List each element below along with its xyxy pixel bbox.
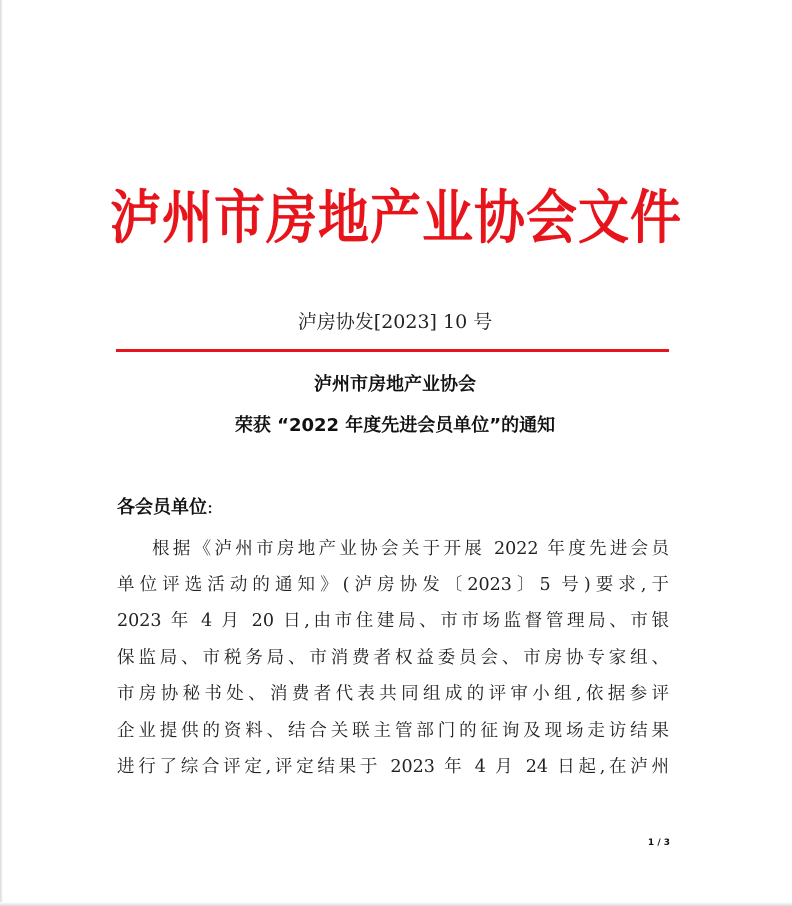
body-paragraph-line: 进行了综合评定,评定结果于 2023 年 4 月 24 日起,在泸州 xyxy=(117,757,669,777)
document-header-title: 泸州市房地产业协会文件 xyxy=(110,183,683,253)
body-paragraph-line: 单位评选活动的通知》(泸房协发〔2023〕5 号)要求,于 xyxy=(117,575,669,595)
page-edge-shadow xyxy=(0,0,3,906)
body-paragraph-line: 2023 年 4 月 20 日,由市住建局、市市场监督管理局、市银 xyxy=(117,611,669,631)
body-paragraph-line: 根据《泸州市房地产业协会关于开展 2022 年度先进会员 xyxy=(152,539,669,559)
body-paragraph-line: 保监局、市税务局、市消费者权益委员会、市房协专家组、 xyxy=(117,648,669,668)
body-paragraph-line: 市房协秘书处、消费者代表共同组成的评审小组,依据参评 xyxy=(117,684,669,704)
page-number: 1 / 3 xyxy=(647,838,670,848)
salutation xyxy=(117,493,213,523)
document-number: 泸房协发[2023] 10 号 xyxy=(297,311,493,333)
body-paragraph-line: 企业提供的资料、结合关联主管部门的征询及现场走访结果 xyxy=(117,721,669,741)
salutation-colon: : xyxy=(207,497,214,518)
salutation-text: 各会员单位 xyxy=(117,497,207,518)
page-bottom-shadow xyxy=(0,902,792,906)
notice-title-line-1: 泸州市房地产业协会 xyxy=(314,374,476,395)
notice-title-line-2: 荣获 “2022 年度先进会员单位”的通知 xyxy=(234,415,556,436)
header-divider-line xyxy=(116,349,669,352)
